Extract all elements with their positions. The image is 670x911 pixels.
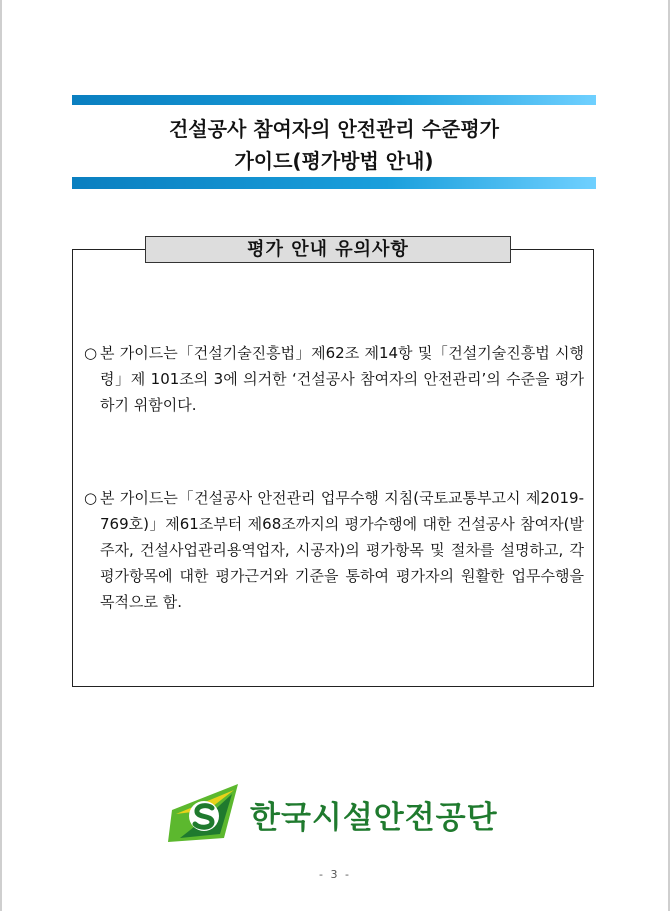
notice-heading: 평가 안내 유의사항 [145,236,511,263]
org-logo [168,780,508,846]
page-edge-left [0,0,2,911]
notice-item [84,340,584,418]
document-title-line1: 건설공사 참여자의 안전관리 수준평가 [168,117,499,141]
bullet-circle-icon: ○ [84,489,98,507]
notice-box [72,249,594,687]
bullet-circle-icon: ○ [84,344,98,362]
notice-item [84,485,584,615]
document-title-line2: 가이드(평가방법 안내) [234,149,434,173]
title-bar-bottom [72,177,596,189]
notice-item-text: 본 가이드는「건설기술진흥법」제62조 제14항 및「건설기술진흥법 시행령」제 101조의 3에 의거한 ‘건설공사 참여자의 안전관리’의 수준을 평가하기 위함이다. [100,344,584,414]
notice-item-text: 본 가이드는「건설공사 안전관리 업무수행 지침(국토교통부고시 제2019-769호)」제61조부터 제68조까지의 평가수행에 대한 건설공사 참여자(발주자, 건설사업관리용역업자, 시공자)의 평가항목 및 절차를 설명하고, 각 평가항목에 대한 평가근거와 기준을 통하여 평가자의 원활한 업무수행을 목적으로 함. [100,489,584,611]
page-number: - 3 - [319,868,351,881]
org-name: 한국시설안전공단 [250,800,498,836]
kistec-s-emblem-icon [168,780,244,846]
title-bar-top [72,95,596,105]
